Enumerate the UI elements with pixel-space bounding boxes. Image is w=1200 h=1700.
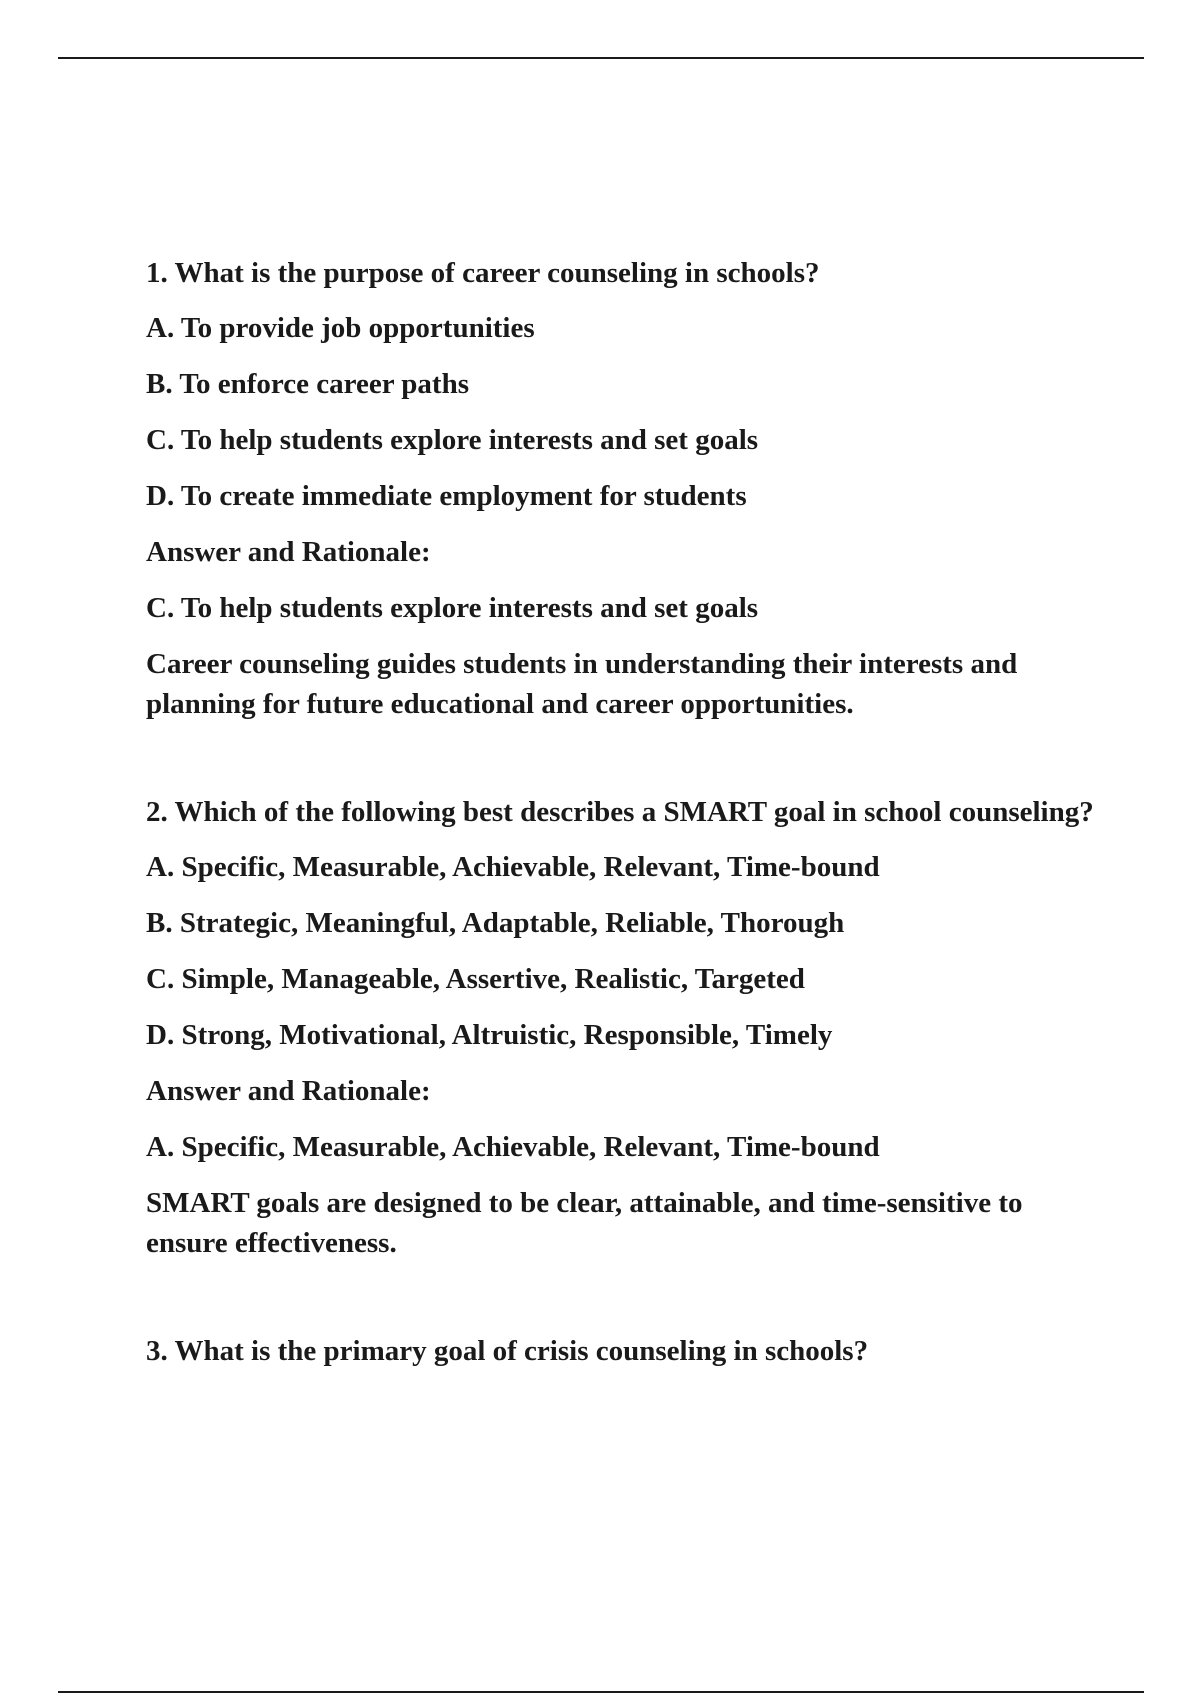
question-block-2	[146, 792, 1096, 1263]
question-block-3	[146, 1331, 1096, 1371]
option-c: C. Simple, Manageable, Assertive, Realistic, Targeted	[146, 963, 805, 995]
rationale-text: SMART goals are designed to be clear, attainable, and time-sensitive to ensure effectiveness.	[146, 1187, 1023, 1259]
option-d: D. Strong, Motivational, Altruistic, Responsible, Timely	[146, 1019, 833, 1051]
option-a: A. Specific, Measurable, Achievable, Relevant, Time-bound	[146, 851, 880, 883]
option-b: B. Strategic, Meaningful, Adaptable, Reliable, Thorough	[146, 907, 845, 939]
question-text: 3. What is the primary goal of crisis counseling in schools?	[146, 1335, 869, 1367]
document-body	[146, 253, 1096, 1386]
bottom-divider	[58, 1691, 1144, 1693]
rationale-text: Career counseling guides students in understanding their interests and planning for future educational and career opportunities.	[146, 648, 1018, 720]
answer-heading: Answer and Rationale:	[146, 1075, 431, 1107]
option-a: A. To provide job opportunities	[146, 312, 535, 344]
option-b: B. To enforce career paths	[146, 368, 470, 400]
question-block-1	[146, 253, 1096, 724]
question-text: 1. What is the purpose of career counseling in schools?	[146, 257, 820, 289]
option-c: C. To help students explore interests and set goals	[146, 424, 759, 456]
correct-answer: A. Specific, Measurable, Achievable, Relevant, Time-bound	[146, 1131, 880, 1163]
top-divider	[58, 57, 1144, 59]
question-text: 2. Which of the following best describes a SMART goal in school counseling?	[146, 796, 1094, 828]
correct-answer: C. To help students explore interests and set goals	[146, 592, 759, 624]
answer-heading: Answer and Rationale:	[146, 536, 431, 568]
option-d: D. To create immediate employment for students	[146, 480, 747, 512]
